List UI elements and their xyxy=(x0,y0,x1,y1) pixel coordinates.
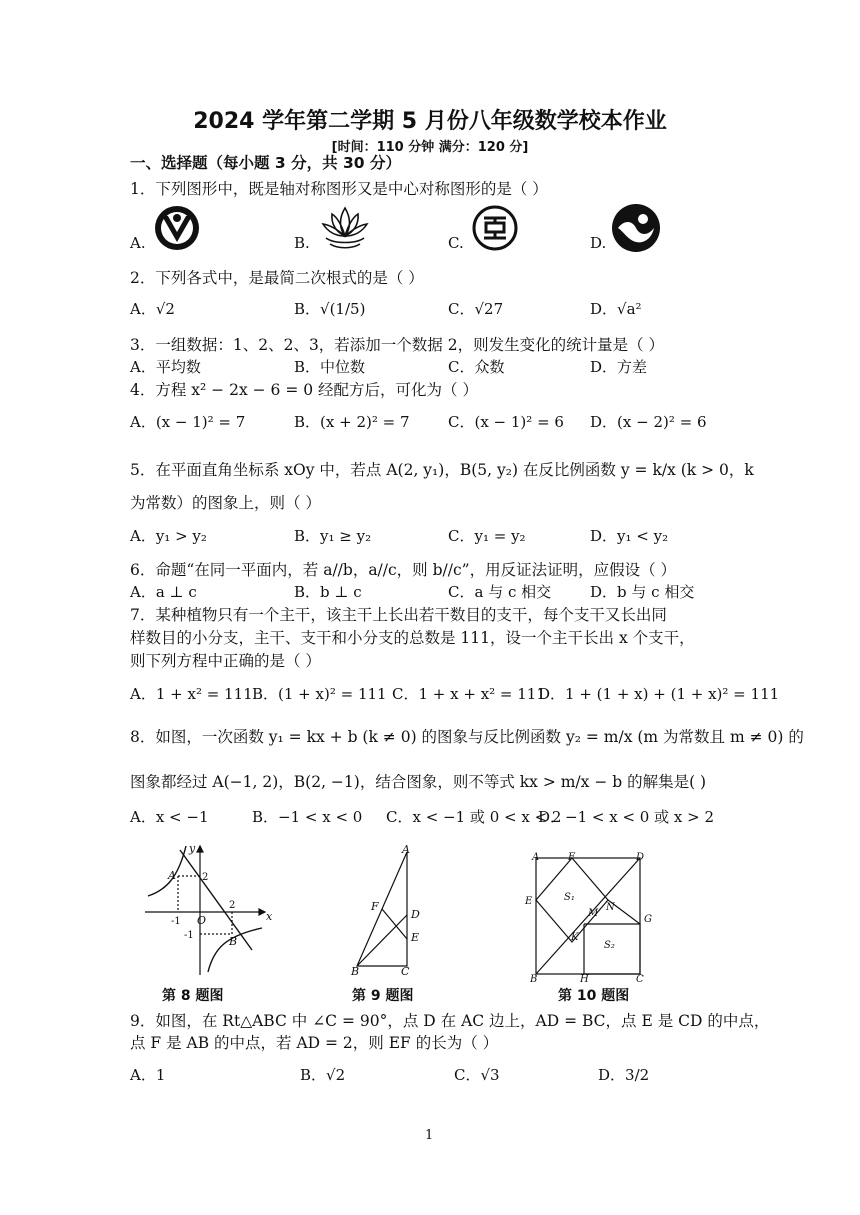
figure-10-caption: 第 10 题图 xyxy=(558,988,630,1004)
fig10-label-g: G xyxy=(644,914,652,925)
q1-option-d: D. xyxy=(590,234,607,252)
fig10-label-s1: S₁ xyxy=(564,892,575,903)
fig10-label-a: A xyxy=(532,852,540,863)
fig10-label-b: B xyxy=(530,974,538,984)
q4-option-b: B．(x + 2)² = 7 xyxy=(294,413,410,431)
fig9-label-a: A xyxy=(402,843,410,856)
q3-option-b: B．中位数 xyxy=(294,358,366,376)
fig10-label-s2: S₂ xyxy=(604,940,615,951)
q6-option-d: D．b 与 c 相交 xyxy=(590,583,695,601)
fig10-label-e: E xyxy=(525,896,533,907)
q2-stem: 2．下列各式中，是最简二次根式的是（ ） xyxy=(130,269,424,287)
q5-option-c: C．y₁ = y₂ xyxy=(448,527,526,545)
section-heading: 一、选择题（每小题 3 分，共 30 分） xyxy=(130,154,401,172)
page-title: 2024 学年第二学期 5 月份八年级数学校本作业 xyxy=(193,109,667,134)
q3-option-d: D．方差 xyxy=(590,358,648,376)
q2-option-d: D．√a² xyxy=(590,300,642,318)
q7-option-c: C．1 + x + x² = 111 xyxy=(392,685,546,703)
q7-line2: 样数目的小分支，主干、支干和小分支的总数是 111，设一个主干长出 x 个支干， xyxy=(130,629,695,647)
fig8-label-b: B xyxy=(229,935,238,948)
q1-option-b: B. xyxy=(294,234,310,252)
figure-8-caption: 第 8 题图 xyxy=(162,988,224,1004)
q1-option-c: C. xyxy=(448,234,464,252)
q4-option-d: D．(x − 2)² = 6 xyxy=(590,413,707,431)
bank-logo-icon xyxy=(470,204,520,252)
q3-option-a: A．平均数 xyxy=(130,358,201,376)
q1-option-a: A. xyxy=(130,234,146,252)
q9-option-b: B．√2 xyxy=(300,1066,346,1084)
fig8-label-y: y xyxy=(189,842,196,855)
q5-option-a: A．y₁ > y₂ xyxy=(130,527,207,545)
fig10-label-n: N xyxy=(606,902,615,913)
q6-option-c: C．a 与 c 相交 xyxy=(448,583,552,601)
q5-option-b: B．y₁ ≥ y₂ xyxy=(294,527,372,545)
q2-option-a: A．√2 xyxy=(130,300,175,318)
q3-stem: 3．一组数据：1、2、2、3，若添加一个数据 2，则发生变化的统计量是（ ） xyxy=(130,336,665,354)
q7-line1: 7．某种植物只有一个主干，该主干上长出若干数目的支干，每个支干又长出同 xyxy=(130,606,667,624)
fig8-hyperbola-left xyxy=(148,846,186,896)
wave-logo-icon xyxy=(610,202,662,254)
q8-option-d: D．−1 < x < 0 或 x > 2 xyxy=(538,808,714,826)
fig8-y-arrow xyxy=(197,846,203,852)
fig9-label-f: F xyxy=(371,900,379,913)
q2-option-b: B．√(1/5) xyxy=(294,300,366,318)
q9-option-c: C．√3 xyxy=(454,1066,500,1084)
q6-option-b: B．b ⊥ c xyxy=(294,583,362,601)
q7-option-a: A．1 + x² = 111 xyxy=(130,685,253,703)
q8-line2: 图象都经过 A(−1, 2)，B(2, −1)，结合图象，则不等式 kx > m/x − b 的解集是( ) xyxy=(130,773,707,791)
q5-line1: 5．在平面直角坐标系 xOy 中，若点 A(2, y₁)，B(5, y₂) 在反比例函数 y = k/x (k > 0，k xyxy=(130,461,754,479)
q4-option-a: A．(x − 1)² = 7 xyxy=(130,413,246,431)
q4-stem: 4．方程 x² − 2x − 6 = 0 经配方后，可化为（ ） xyxy=(130,381,478,399)
q7-option-d: D．1 + (1 + x) + (1 + x)² = 111 xyxy=(538,685,780,703)
q8-line1: 8．如图，一次函数 y₁ = kx + b (k ≠ 0) 的图象与反比例函数 y₂ = m/x (m 为常数且 m ≠ 0) 的 xyxy=(130,728,804,746)
fig10-label-m: M xyxy=(588,908,599,919)
q9-option-a: A．1 xyxy=(130,1066,166,1084)
lotus-icon xyxy=(320,204,370,252)
fig8-tick-yneg1: -1 xyxy=(184,930,194,941)
q7-line3: 则下列方程中正确的是（ ） xyxy=(130,652,321,670)
q5-option-d: D．y₁ < y₂ xyxy=(590,527,669,545)
q8-option-a: A．x < −1 xyxy=(130,808,209,826)
fig10-label-k: K xyxy=(571,932,579,943)
q9-line1: 9．如图，在 Rt△ABC 中 ∠C = 90°，点 D 在 AC 边上，AD = BC，点 E 是 CD 的中点， xyxy=(130,1012,770,1030)
fig8-tick-xneg1: -1 xyxy=(171,916,181,927)
q3-option-c: C．众数 xyxy=(448,358,505,376)
fig8-tick-y2: 2 xyxy=(202,872,209,883)
q1-stem: 1．下列图形中，既是轴对称图形又是中心对称图形的是（ ） xyxy=(130,180,548,198)
fig9-segment-fe xyxy=(382,909,407,939)
page-subtitle: [时间：110 分钟 满分：120 分] xyxy=(331,140,529,155)
q9-option-d: D．3/2 xyxy=(598,1066,650,1084)
fig9-label-c: C xyxy=(401,965,410,977)
fig9-segment-bd xyxy=(357,915,407,966)
fig9-label-e: E xyxy=(411,931,420,944)
q6-stem: 6．命题“在同一平面内，若 a//b，a//c，则 b//c”，用反证法证明，应假设（ ） xyxy=(130,561,677,579)
fig8-label-o: O xyxy=(197,914,207,927)
figure-10-square xyxy=(522,848,662,984)
emblem-icon xyxy=(152,204,202,252)
fig9-label-b: B xyxy=(351,965,360,977)
q4-option-c: C．(x − 1)² = 6 xyxy=(448,413,564,431)
fig10-label-f: F xyxy=(568,852,575,863)
fig8-tick-x2: 2 xyxy=(229,900,236,911)
figure-8-graph xyxy=(140,840,275,980)
fig8-label-a: A xyxy=(168,869,176,882)
fig8-label-x: x xyxy=(266,910,273,923)
q8-option-c: C．x < −1 或 0 < x < 2 xyxy=(386,808,562,826)
figure-9-triangle xyxy=(345,842,435,977)
q6-option-a: A．a ⊥ c xyxy=(130,583,197,601)
fig8-x-arrow xyxy=(259,909,265,915)
fig10-label-h: H xyxy=(580,974,589,984)
q2-option-c: C．√27 xyxy=(448,300,504,318)
q8-option-b: B．−1 < x < 0 xyxy=(252,808,363,826)
figure-9-caption: 第 9 题图 xyxy=(352,988,414,1004)
q7-option-b: B．(1 + x)² = 111 xyxy=(252,685,387,703)
page-number: 1 xyxy=(425,1128,434,1143)
fig10-label-c: C xyxy=(636,974,644,984)
q5-line2: 为常数）的图象上，则（ ） xyxy=(130,494,321,512)
fig9-label-d: D xyxy=(411,908,420,921)
q9-line2: 点 F 是 AB 的中点，若 AD = 2，则 EF 的长为（ ） xyxy=(130,1034,499,1052)
fig10-label-d: D xyxy=(636,852,645,863)
